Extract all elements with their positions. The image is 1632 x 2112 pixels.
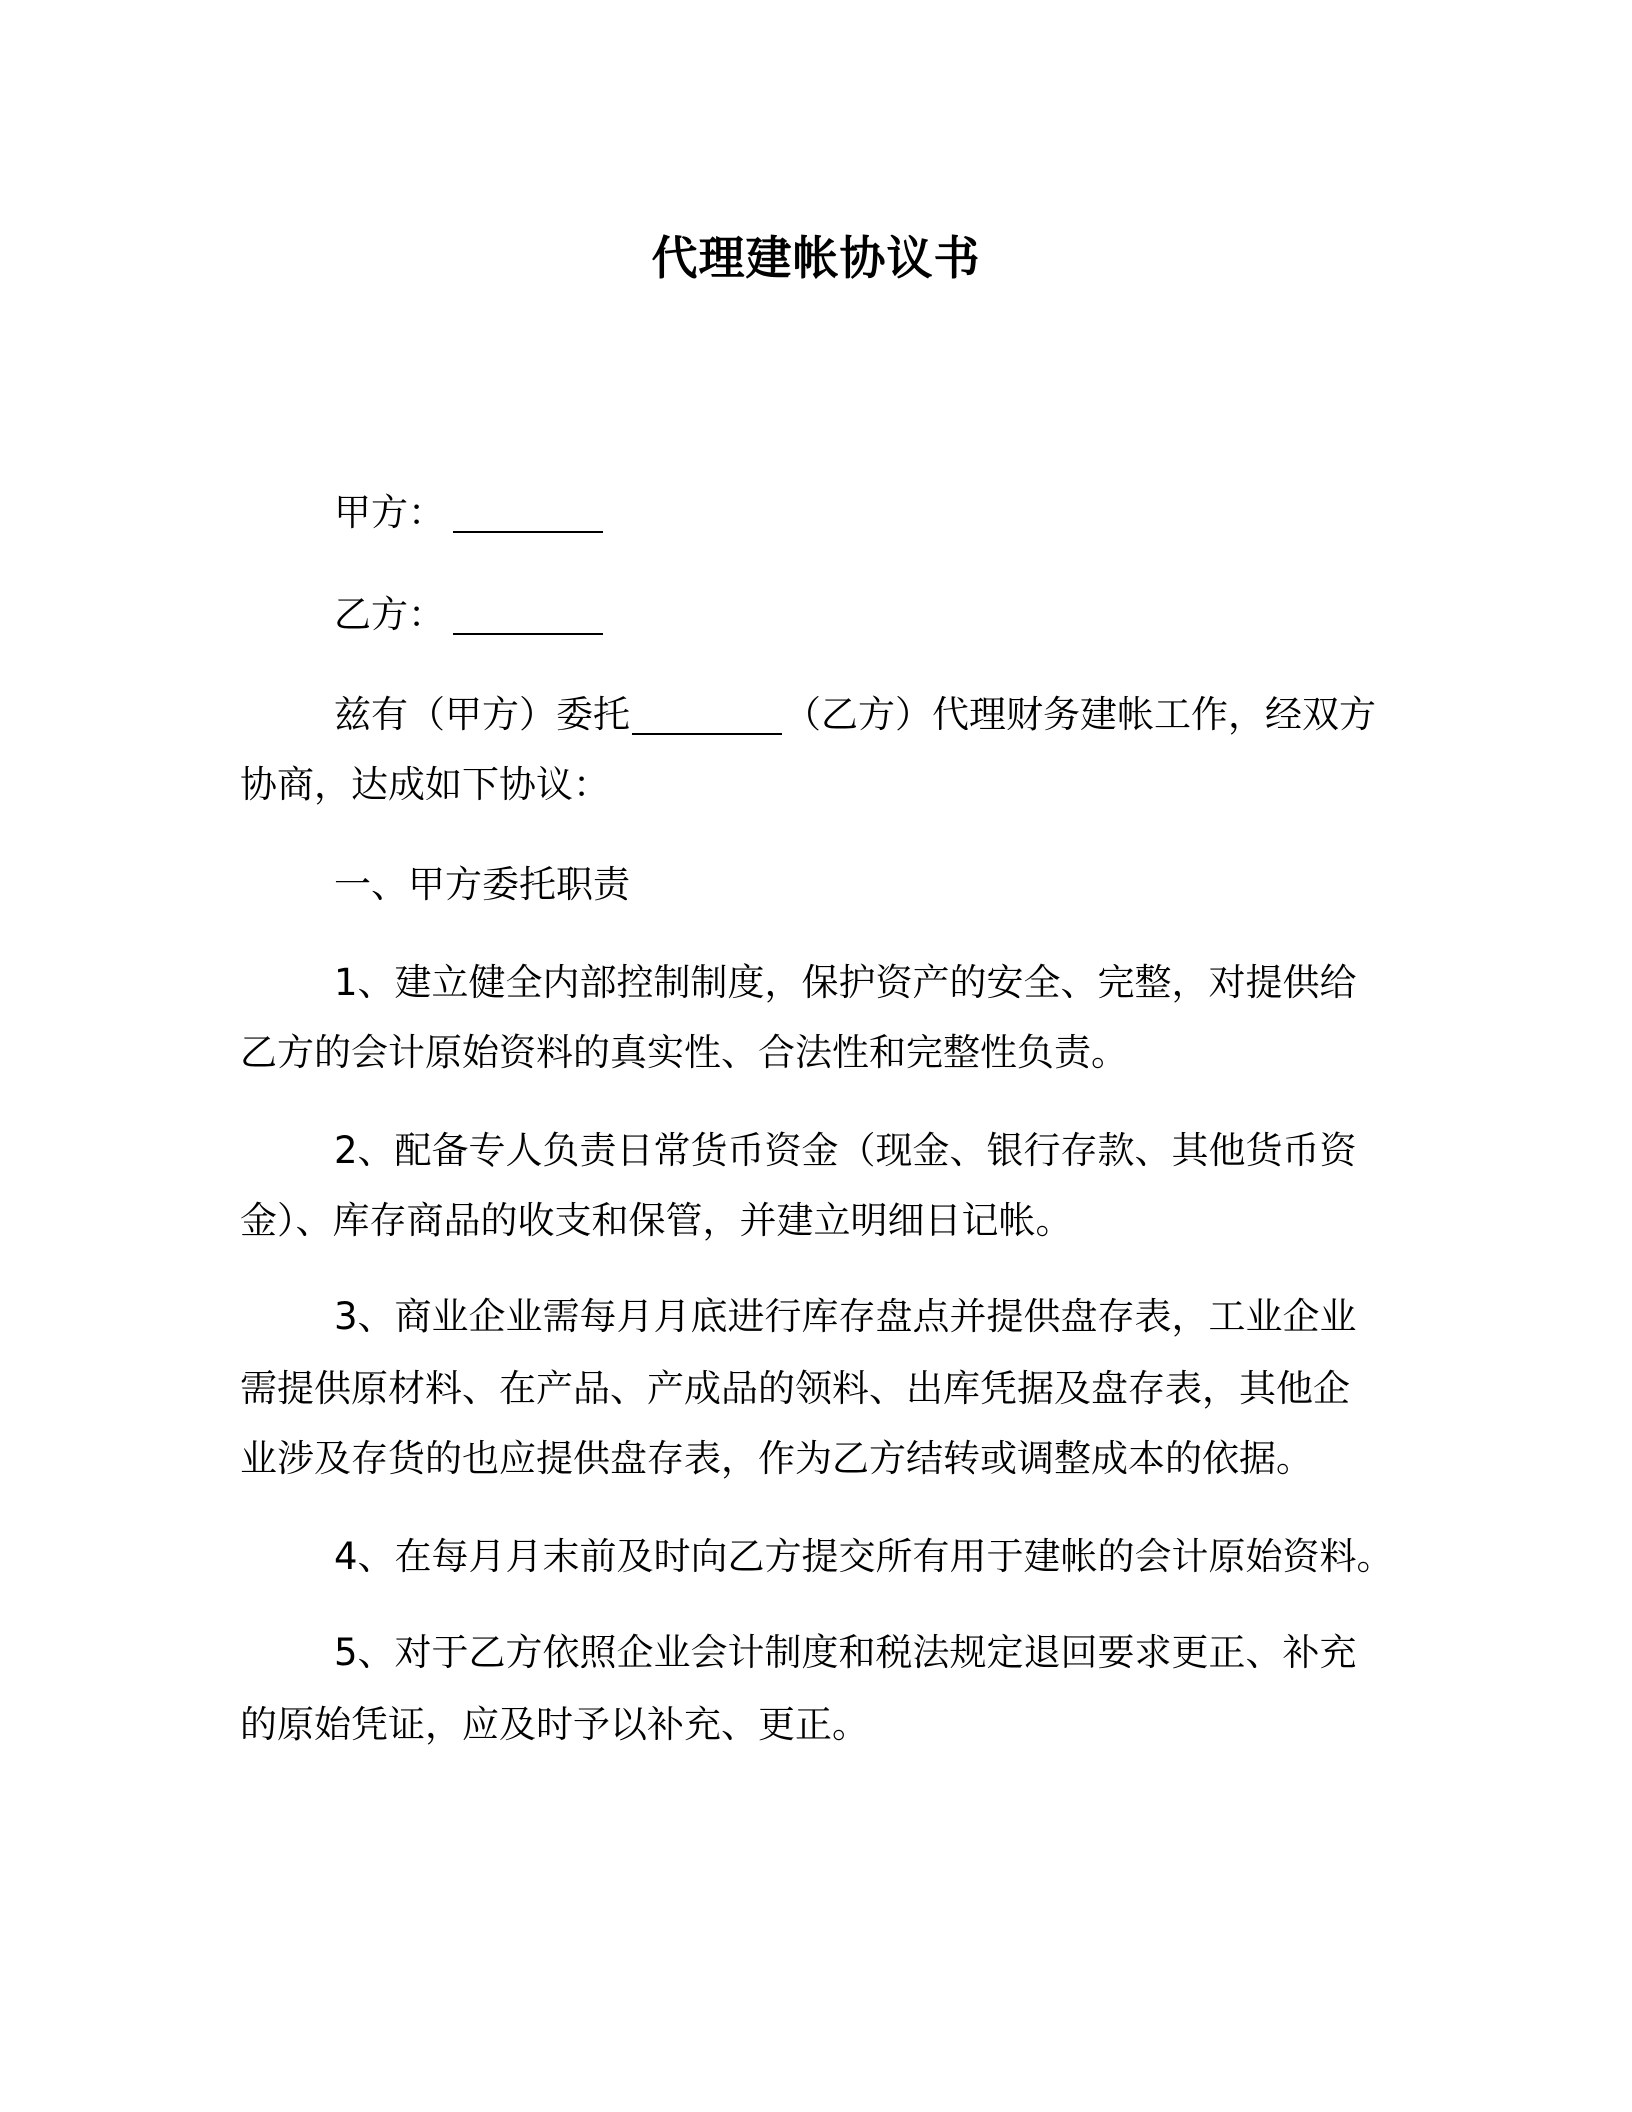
party-a-blank <box>453 530 603 533</box>
intro-line-1 <box>334 688 1380 742</box>
section-1-heading: 一、甲方委托职责 <box>334 863 630 906</box>
intro-text-part2: （乙方）代理财务建帐工作，经双方 <box>784 693 1376 736</box>
party-b-label: 乙方： <box>334 593 445 636</box>
item-5-line-2: 的原始凭证，应及时予以补充、更正。 <box>240 1703 869 1746</box>
item-3-line-1: 3、商业企业需每月月底进行库存盘点并提供盘存表，工业企业 <box>334 1295 1357 1338</box>
party-a-label: 甲方： <box>334 491 445 534</box>
intro-text-part1: 兹有（甲方）委托 <box>334 693 630 736</box>
intro-blank <box>632 732 782 735</box>
item-2-line-1: 2、配备专人负责日常货币资金（现金、银行存款、其他货币资 <box>334 1129 1357 1172</box>
party-b-blank <box>453 632 603 635</box>
item-1-line-1: 1、建立健全内部控制制度，保护资产的安全、完整，对提供给 <box>334 961 1357 1004</box>
item-2-line-2: 金）、库存商品的收支和保管，并建立明细日记帐。 <box>240 1199 1073 1242</box>
intro-line-2: 协商，达成如下协议： <box>240 763 610 806</box>
document-title: 代理建帐协议书 <box>651 231 981 285</box>
item-4-line-1: 4、在每月月末前及时向乙方提交所有用于建帐的会计原始资料。 <box>334 1535 1394 1578</box>
item-5-line-1: 5、对于乙方依照企业会计制度和税法规定退回要求更正、补充 <box>334 1631 1357 1674</box>
party-a-line <box>334 486 1380 540</box>
item-3-line-3: 业涉及存货的也应提供盘存表，作为乙方结转或调整成本的依据。 <box>240 1437 1313 1480</box>
party-b-line <box>334 588 1380 642</box>
item-1-line-2: 乙方的会计原始资料的真实性、合法性和完整性负责。 <box>240 1031 1128 1074</box>
item-3-line-2: 需提供原材料、在产品、产成品的领料、出库凭据及盘存表，其他企 <box>240 1367 1350 1410</box>
